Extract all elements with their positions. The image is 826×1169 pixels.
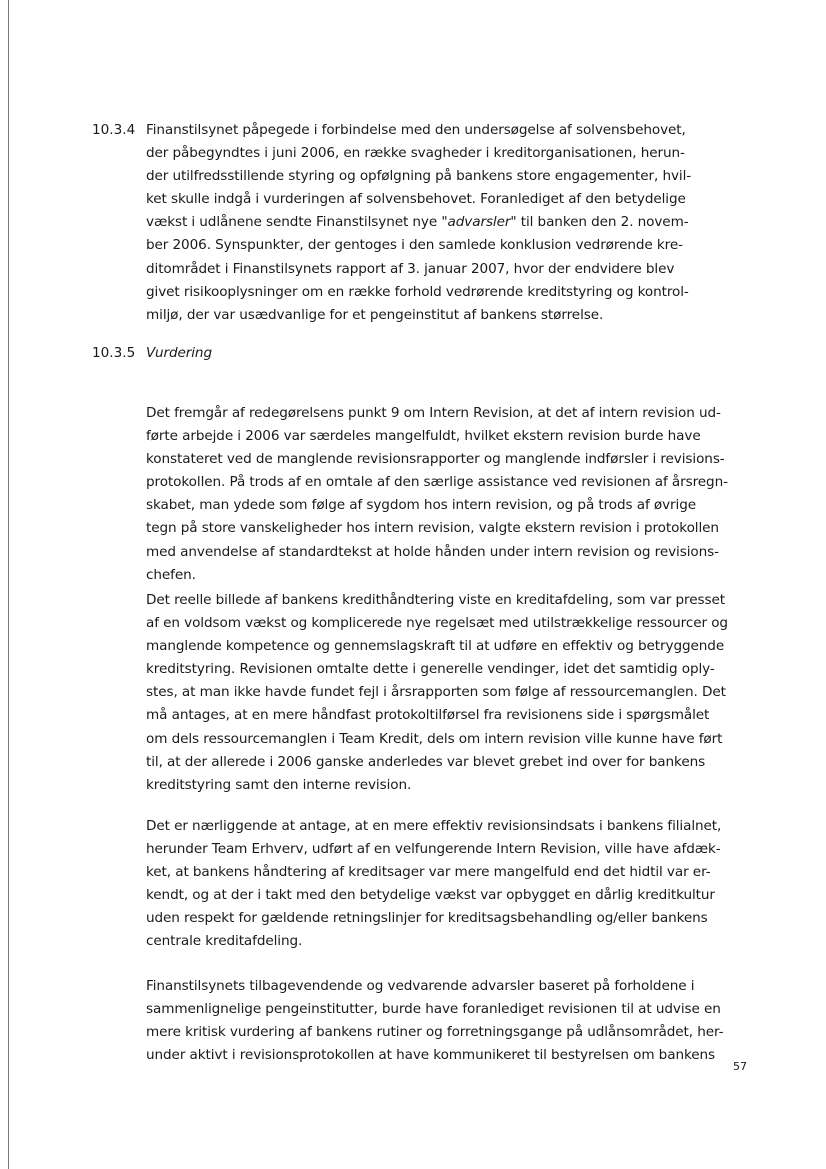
section-10-3-4-text xyxy=(146,119,691,327)
text-line: konstateret ved de manglende revisionsrapporter og manglende indførsler i revisions- xyxy=(146,451,725,468)
text-line: førte arbejde i 2006 var særdeles mangelfuldt, hvilket ekstern revision burde have xyxy=(146,428,701,445)
text-line: ket, at bankens håndtering af kreditsager var mere mangelfuld end det hidtil var er- xyxy=(146,864,711,881)
paragraph-4 xyxy=(146,975,723,1067)
text-line: kreditstyring. Revisionen omtalte dette i generelle vendinger, idet det samtidig oply- xyxy=(146,661,715,678)
text-line: centrale kreditafdeling. xyxy=(146,933,303,950)
text-line: Det reelle billede af bankens kredithåndtering viste en kreditafdeling, som var presset xyxy=(146,592,725,608)
text-line: kendt, og at der i takt med den betydelige vækst var opbygget en dårlig kreditkultur xyxy=(146,887,715,904)
text-line: Det fremgår af redegørelsens punkt 9 om Intern Revision, at det af intern revision ud- xyxy=(146,405,721,421)
text-line: Det er nærliggende at antage, at en mere effektiv revisionsindsats i bankens filialnet, xyxy=(146,818,722,834)
text-segment: vækst i udlånene sendte Finanstilsynet nye " xyxy=(146,214,448,231)
text-line: protokollen. På trods af en omtale af den særlige assistance ved revisionen af årsregn- xyxy=(146,474,728,491)
text-line: herunder Team Erhverv, udført af en velfungerende Intern Revision, ville have afdæk- xyxy=(146,841,721,858)
text-line: under aktivt i revisionsprotokollen at have kommunikeret til bestyrelsen om bankens xyxy=(146,1047,716,1064)
text-line: Finanstilsynet påpegede i forbindelse med den undersøgelse af solvensbehovet, xyxy=(146,122,686,138)
text-line: chefen. xyxy=(146,566,196,583)
section-title: Vurdering xyxy=(146,345,212,361)
italic-term: advarsler xyxy=(447,214,511,231)
section-number-10-3-4: 10.3.4 xyxy=(92,122,136,138)
text-line: sammenlignelige pengeinstitutter, burde have foranlediget revisionen til at udvise en xyxy=(146,1001,721,1018)
page-number: 57 xyxy=(733,1060,747,1073)
text-line: ket skulle indgå i vurderingen af solvensbehovet. Foranlediget af den betydelige xyxy=(146,191,686,208)
text-line: miljø, der var usædvanlige for et pengeinstitut af bankens størrelse. xyxy=(146,306,604,323)
text-line: Finanstilsynets tilbagevendende og vedvarende advarsler baseret på forholdene i xyxy=(146,978,695,994)
text-line: må antages, at en mere håndfast protokoltilførsel fra revisionens side i spørgsmålet xyxy=(146,707,710,724)
paragraph-1 xyxy=(146,402,728,587)
text-line: om dels ressourcemanglen i Team Kredit, dels om intern revision ville kunne have ført xyxy=(146,730,723,747)
text-line: til, at der allerede i 2006 ganske anderledes var blevet grebet ind over for bankens xyxy=(146,753,706,770)
text-segment: " til banken den 2. novem- xyxy=(510,214,689,231)
paragraph-3 xyxy=(146,815,721,954)
text-line: ditområdet i Finanstilsynets rapport af 3. januar 2007, hvor der endvidere blev xyxy=(146,260,675,277)
text-line: kreditstyring samt den interne revision. xyxy=(146,776,412,793)
text-line: manglende kompetence og gennemslagskraft til at udføre en effektiv og betryggende xyxy=(146,638,725,655)
text-line: med anvendelse af standardtekst at holde hånden under intern revision og revisions- xyxy=(146,543,719,560)
text-line: stes, at man ikke havde fundet fejl i årsrapporten som følge af ressourcemanglen. Det xyxy=(146,684,726,701)
text-line: uden respekt for gældende retningslinjer for kreditsagsbehandling og/eller bankens xyxy=(146,910,708,927)
text-line: givet risikooplysninger om en række forhold vedrørende kreditstyring og kontrol- xyxy=(146,283,689,300)
text-line xyxy=(146,211,691,234)
text-line: skabet, man ydede som følge af sygdom hos intern revision, og på trods af øvrige xyxy=(146,497,697,514)
text-line: tegn på store vanskeligheder hos intern revision, valgte ekstern revision i protokollen xyxy=(146,520,719,537)
section-number-10-3-5: 10.3.5 xyxy=(92,345,136,361)
scan-edge-line xyxy=(8,0,9,1169)
text-line: der utilfredsstillende styring og opfølgning på bankens store engagementer, hvil- xyxy=(146,168,692,185)
paragraph-2 xyxy=(146,589,728,797)
text-line: ber 2006. Synspunkter, der gentoges i den samlede konklusion vedrørende kre- xyxy=(146,237,683,254)
text-line: af en voldsom vækst og komplicerede nye regelsæt med utilstrækkelige ressourcer og xyxy=(146,615,728,632)
text-line: der påbegyndtes i juni 2006, en række svagheder i kreditorganisationen, herun- xyxy=(146,145,685,162)
text-line: mere kritisk vurdering af bankens rutiner og forretningsgange på udlånsområdet, her- xyxy=(146,1024,724,1041)
